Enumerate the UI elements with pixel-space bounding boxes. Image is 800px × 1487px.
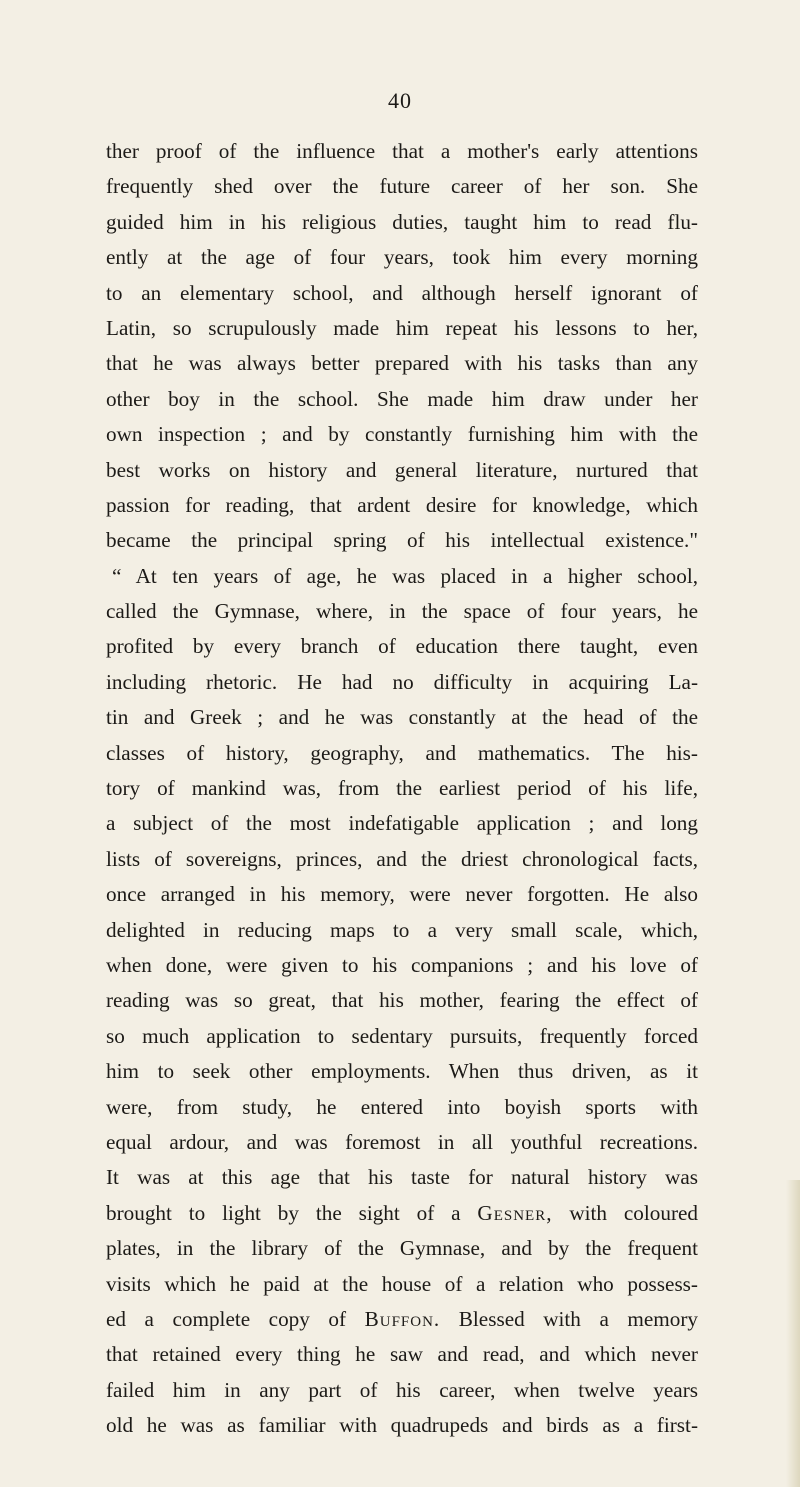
text-line: him to seek other employments. When thus driven, as it: [106, 1059, 698, 1084]
body-text: [106, 134, 698, 1443]
text-segment: ed a complete copy of: [106, 1306, 365, 1331]
text-line: guided him in his religious duties, taught him to read flu-: [106, 209, 698, 234]
text-line: equal ardour, and was foremost in all youthful recreations.: [106, 1129, 698, 1154]
text-line: It was at this age that his taste for natural history was: [106, 1165, 698, 1190]
text-line: visits which he paid at the house of a relation who possess-: [106, 1271, 698, 1296]
text-segment: with coloured: [552, 1200, 698, 1225]
text-line: best works on history and general literature, nurtured that: [106, 457, 698, 482]
text-line: ently at the age of four years, took him every morning: [106, 245, 698, 270]
text-segment: Blessed with a memory: [440, 1306, 698, 1331]
text-line: old he was as familiar with quadrupeds and birds as a first-: [106, 1413, 698, 1438]
text-line: a subject of the most indefatigable application ; and long: [106, 811, 698, 836]
text-line: frequently shed over the future career of her son. She: [106, 174, 698, 199]
text-line: became the principal spring of his intellectual existence.": [106, 528, 698, 553]
text-line: to an elementary school, and although herself ignorant of: [106, 280, 698, 305]
text-line: plates, in the library of the Gymnase, and by the frequent: [106, 1236, 698, 1261]
page-edge-stain: [786, 1180, 800, 1487]
text-line: own inspection ; and by constantly furnishing him with the: [106, 422, 698, 447]
proper-name-buffon: Buffon.: [364, 1306, 441, 1331]
text-line: delighted in reducing maps to a very small scale, which,: [106, 917, 698, 942]
text-line: other boy in the school. She made him draw under her: [106, 386, 698, 411]
text-line: that he was always better prepared with his tasks than any: [106, 351, 698, 376]
text-line: reading was so great, that his mother, fearing the effect of: [106, 988, 698, 1013]
text-line: once arranged in his memory, were never forgotten. He also: [106, 882, 698, 907]
text-line: Latin, so scrupulously made him repeat his lessons to her,: [106, 315, 698, 340]
text-segment: brought to light by the sight of a: [106, 1200, 478, 1225]
text-line: that retained every thing he saw and read, and which never: [106, 1342, 698, 1367]
text-line: passion for reading, that ardent desire for knowledge, which: [106, 492, 698, 517]
text-line: ther proof of the influence that a mother's early attentions: [106, 139, 698, 163]
text-line: when done, were given to his companions ; and his love of: [106, 952, 698, 977]
text-line: tory of mankind was, from the earliest period of his life,: [106, 776, 698, 801]
text-line: [106, 1196, 698, 1231]
proper-name-gesner: Gesner,: [477, 1200, 553, 1225]
text-line: tin and Greek ; and he was constantly at the head of the: [106, 705, 698, 730]
text-line: lists of sovereigns, princes, and the driest chronological facts,: [106, 846, 698, 871]
text-line: classes of history, geography, and mathematics. The his-: [106, 740, 698, 765]
text-line: called the Gymnase, where, in the space of four years, he: [106, 599, 698, 624]
text-line: “ At ten years of age, he was placed in a higher school,: [112, 563, 698, 588]
page-number: 40: [388, 88, 412, 113]
text-line: failed him in any part of his career, when twelve years: [106, 1377, 698, 1402]
text-line: profited by every branch of education there taught, even: [106, 634, 698, 659]
text-line: so much application to sedentary pursuits, frequently forced: [106, 1023, 698, 1048]
text-line: including rhetoric. He had no difficulty in acquiring La-: [106, 669, 698, 694]
text-line: [106, 1302, 698, 1337]
text-line: were, from study, he entered into boyish sports with: [106, 1094, 698, 1119]
